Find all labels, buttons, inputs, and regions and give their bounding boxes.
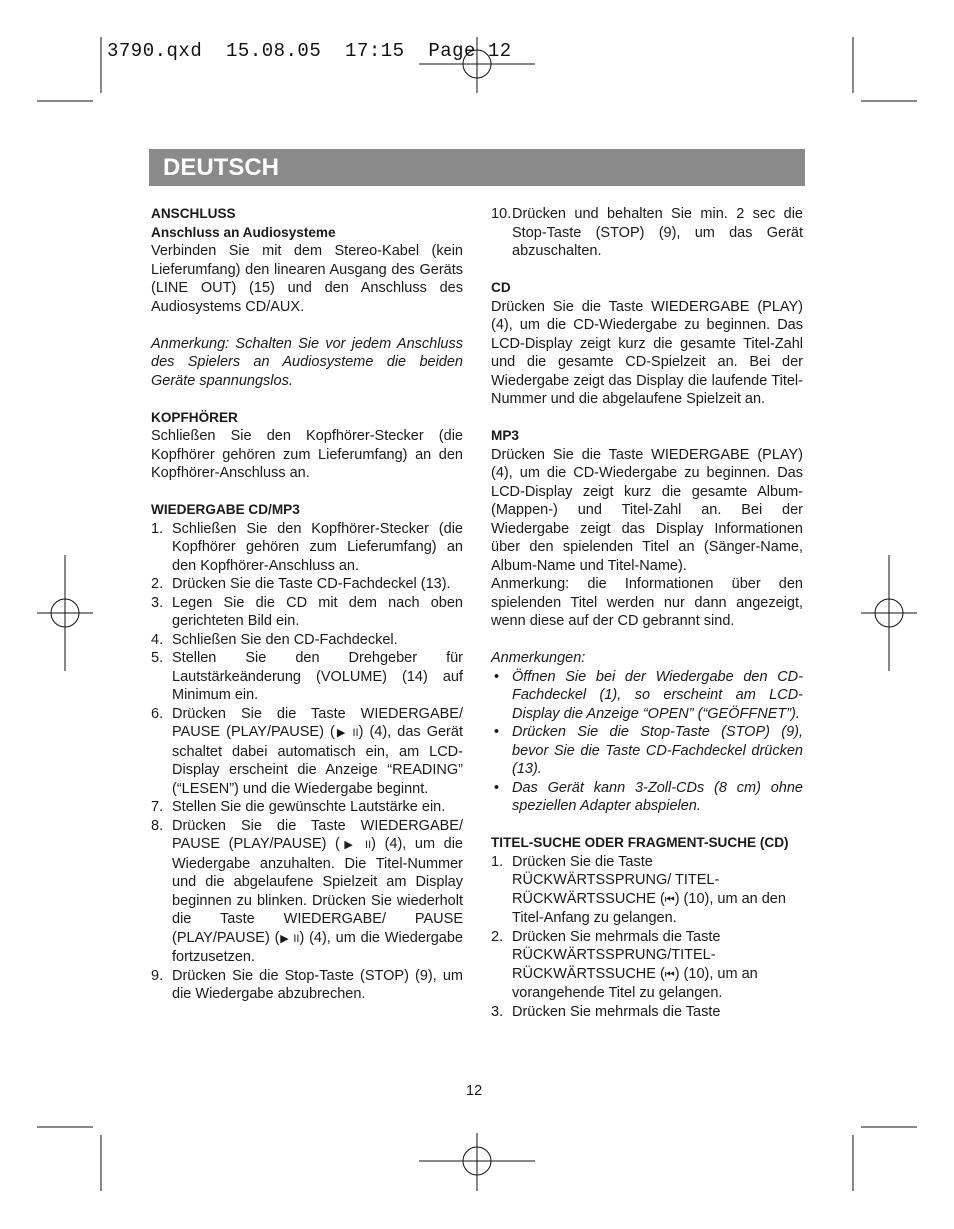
left-column	[151, 205, 463, 1004]
paragraph-mp3: Drücken Sie die Taste WIEDERGABE (PLAY) (4), um die CD-Wiedergabe zu beginnen. Das LCD-Display zeigt kurz die gesamte Album- (Mappen-) und Titel-Zahl an. Bei der Wiedergabe zeigt das Display Informationen über den spielenden Titel an (Sänger-Name, Album-Name und Titel-Name).	[491, 446, 803, 574]
play-pause-icon: ▶ II	[334, 727, 359, 739]
titel-suche-steps	[491, 853, 803, 1022]
list-item: 2. Drücken Sie mehrmals die Taste RÜCKWÄRTSSPRUNG/TITEL- RÜCKWÄRTSSUCHE (⏮) (10), um an vorangehende Titel zu gelangen.	[491, 928, 758, 1001]
list-item: 3. Drücken Sie mehrmals die Taste	[491, 1003, 721, 1020]
list-item: 2. Drücken Sie die Taste CD-Fachdeckel (13).	[151, 576, 451, 592]
language-banner	[149, 149, 805, 186]
section-heading-cd: CD	[491, 280, 511, 295]
list-item: 1. Schließen Sie den Kopfhörer-Stecker (die Kopfhörer gehören zum Lieferumfang) an den Kopfhörer-Anschluss an.	[151, 520, 463, 574]
notes-title: Anmerkungen:	[491, 650, 586, 666]
play-pause-icon: ▶ II	[339, 839, 372, 851]
list-item: 10. Drücken und behalten Sie min. 2 sec die Stop-Taste (STOP) (9), um das Gerät abzuschalten.	[491, 206, 803, 259]
notes-list	[491, 668, 803, 816]
list-item: 9. Drücken Sie die Stop-Taste (STOP) (9), um die Wiedergabe abzubrechen.	[151, 967, 463, 1002]
paragraph-kopfhoerer: Schließen Sie den Kopfhörer-Stecker (die Kopfhörer gehören zum Lieferumfang) an den Kopfhörer-Anschluss an.	[151, 428, 463, 481]
section-heading-titel-suche: TITEL-SUCHE ODER FRAGMENT-SUCHE (CD)	[491, 835, 789, 850]
skip-back-icon: ⏮	[664, 968, 675, 981]
list-item: 1. Drücken Sie die Taste RÜCKWÄRTSSPRUNG/ TITEL- RÜCKWÄRTSSUCHE (⏮) (10), um an den Titel-Anfang zu gelangen.	[491, 853, 786, 926]
note-anschluss: Anmerkung: Schalten Sie vor jedem Anschluss des Spielers an Audiosysteme die beiden Geräte spannungslos.	[151, 335, 463, 389]
wiedergabe-steps-continued	[491, 205, 803, 261]
list-item: • Das Gerät kann 3-Zoll-CDs (8 cm) ohne speziellen Adapter abspielen.	[494, 779, 803, 814]
list-item: 7. Stellen Sie die gewünschte Lautstärke ein.	[151, 799, 446, 815]
section-heading-kopfhoerer: KOPFHÖRER	[151, 409, 238, 425]
list-item: 4. Schließen Sie den CD-Fachdeckel.	[151, 631, 398, 648]
paragraph-cd: Drücken Sie die Taste WIEDERGABE (PLAY) (4), um die CD-Wiedergabe zu beginnen. Das LCD-Display zeigt kurz die gesamte Titel-Zahl und die gesamte CD-Spielzeit an. Bei der Wiedergabe zeigt das Display die laufende Titel-Nummer und die abgelaufene Spielzeit an.	[491, 298, 803, 407]
list-item: 5. Stellen Sie den Drehgeber für Lautstärkeänderung (VOLUME) (14) auf Minimum ein.	[151, 650, 463, 703]
note-mp3: Anmerkung: die Informationen über den spielenden Titel werden nur dann angezeigt, wenn diese auf der CD gebrannt sind.	[491, 576, 803, 629]
section-heading-anschluss: ANSCHLUSS	[151, 206, 236, 221]
banner-title: DEUTSCH	[163, 154, 280, 181]
paragraph-anschluss: Verbinden Sie mit dem Stereo-Kabel (kein Lieferumfang) den linearen Ausgang des Geräts (LINE OUT) (15) und den Anschluss des Audiosystems CD/AUX.	[151, 243, 463, 315]
list-item: 6. Drücken Sie die Taste WIEDERGABE/ PAUSE (PLAY/PAUSE) (▶ II) (4), das Gerät schaltet dabei automatisch ein, am LCD-Display erscheint die Anzeige “READING” (“LESEN”) und die Wiedergabe beginnt.	[151, 705, 463, 797]
list-item: 8. Drücken Sie die Taste WIEDERGABE/ PAUSE (PLAY/PAUSE) (▶ II) (4), um die Wiedergabe anzuhalten. Die Titel-Nummer und die abgelaufene Spielzeit am Display beginnen zu blinken. Drücken Sie wiederholt die Taste WIEDERGABE/ PAUSE (PLAY/PAUSE) (▶ II) (4), um die Wiedergabe fortzusetzen.	[151, 817, 463, 965]
section-heading-mp3: MP3	[491, 428, 519, 443]
list-item: • Drücken Sie die Stop-Taste (STOP) (9), bevor Sie die Taste CD-Fachdeckel drücken (13).	[494, 724, 803, 777]
skip-back-icon: ⏮	[664, 893, 675, 906]
section-heading-wiedergabe: WIEDERGABE CD/MP3	[151, 502, 300, 517]
list-item: • Öffnen Sie bei der Wiedergabe den CD-Fachdeckel (1), so erscheint am LCD-Display die Anzeige “OPEN” (“GEÖFFNET”).	[494, 668, 803, 722]
print-slug: 3790.qxd 15.08.05 17:15 Page 12	[107, 40, 512, 62]
play-pause-icon: ▶ II	[279, 932, 300, 945]
subheading-audiosysteme: Anschluss an Audiosysteme	[151, 224, 336, 240]
page-number: 12	[466, 1083, 483, 1099]
wiedergabe-steps	[151, 520, 463, 1004]
list-item: 3. Legen Sie die CD mit dem nach oben gerichteten Bild ein.	[151, 594, 463, 629]
right-column	[491, 205, 803, 1021]
